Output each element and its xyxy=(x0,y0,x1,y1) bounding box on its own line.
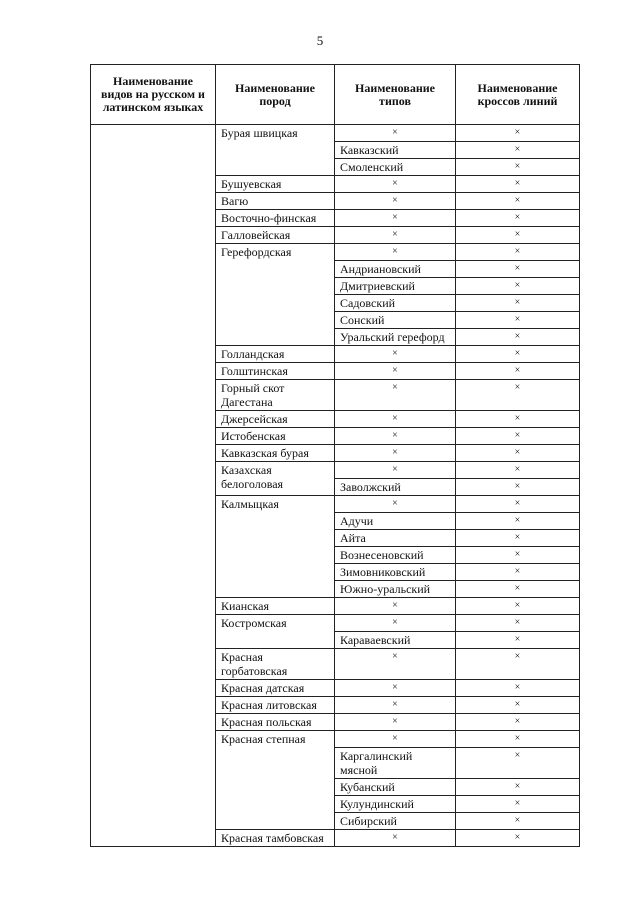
table-header-row xyxy=(91,65,580,125)
type-name-cell: Зимовниковский xyxy=(335,564,456,581)
breed-name-cell: Казахская белоголовая xyxy=(216,462,335,496)
type-cross-mark: × xyxy=(335,680,456,697)
type-cross-mark: × xyxy=(335,830,456,847)
breed-name-cell: Вагю xyxy=(216,193,335,210)
type-name-cell: Дмитриевский xyxy=(335,278,456,295)
cross-line-mark: × xyxy=(456,445,580,462)
cross-line-mark: × xyxy=(456,598,580,615)
type-cross-mark: × xyxy=(335,380,456,411)
type-cross-mark: × xyxy=(335,697,456,714)
cross-line-mark: × xyxy=(456,680,580,697)
type-name-cell: Кубанский xyxy=(335,779,456,796)
type-cross-mark: × xyxy=(335,227,456,244)
type-cross-mark: × xyxy=(335,193,456,210)
breed-name-cell: Красная литовская xyxy=(216,697,335,714)
table-body xyxy=(91,125,580,847)
cross-line-mark: × xyxy=(456,496,580,513)
breed-name-cell: Красная тамбовская xyxy=(216,830,335,847)
cross-line-mark: × xyxy=(456,261,580,278)
cross-line-mark: × xyxy=(456,779,580,796)
breed-name-cell: Джерсейская xyxy=(216,411,335,428)
type-cross-mark: × xyxy=(335,176,456,193)
breed-name-cell: Красная польская xyxy=(216,714,335,731)
type-name-cell: Заволжский xyxy=(335,479,456,496)
breed-name-cell: Голштинская xyxy=(216,363,335,380)
type-name-cell: Вознесеновский xyxy=(335,547,456,564)
cross-line-mark: × xyxy=(456,796,580,813)
type-cross-mark: × xyxy=(335,445,456,462)
cross-line-mark: × xyxy=(456,513,580,530)
cross-line-mark: × xyxy=(456,615,580,632)
breed-name-cell: Красная степная xyxy=(216,731,335,830)
cross-line-mark: × xyxy=(456,564,580,581)
cross-line-mark: × xyxy=(456,731,580,748)
table-row xyxy=(91,125,580,142)
cross-line-mark: × xyxy=(456,227,580,244)
cross-line-mark: × xyxy=(456,462,580,479)
breed-name-cell: Бушуевская xyxy=(216,176,335,193)
breed-name-cell: Красная датская xyxy=(216,680,335,697)
cross-line-mark: × xyxy=(456,632,580,649)
type-name-cell: Айта xyxy=(335,530,456,547)
cross-line-mark: × xyxy=(456,428,580,445)
breed-name-cell: Костромская xyxy=(216,615,335,649)
type-name-cell: Кавказский xyxy=(335,142,456,159)
cross-line-mark: × xyxy=(456,748,580,779)
cross-line-mark: × xyxy=(456,411,580,428)
cross-line-mark: × xyxy=(456,210,580,227)
type-name-cell: Смоленский xyxy=(335,159,456,176)
type-name-cell: Садовский xyxy=(335,295,456,312)
page-number: 5 xyxy=(316,33,324,48)
breed-name-cell: Горный скот Дагестана xyxy=(216,380,335,411)
breed-registry-table xyxy=(90,64,580,847)
type-name-cell: Адучи xyxy=(335,513,456,530)
type-cross-mark: × xyxy=(335,462,456,479)
type-cross-mark: × xyxy=(335,346,456,363)
cross-line-mark: × xyxy=(456,295,580,312)
species-cell xyxy=(91,125,216,847)
type-name-cell: Сонский xyxy=(335,312,456,329)
cross-line-mark: × xyxy=(456,142,580,159)
type-name-cell: Каравaевский xyxy=(335,632,456,649)
cross-line-mark: × xyxy=(456,329,580,346)
type-cross-mark: × xyxy=(335,714,456,731)
cross-line-mark: × xyxy=(456,380,580,411)
type-name-cell: Каргалинский мясной xyxy=(335,748,456,779)
breed-name-cell: Красная горбатовская xyxy=(216,649,335,680)
cross-line-mark: × xyxy=(456,697,580,714)
type-name-cell: Андриановский xyxy=(335,261,456,278)
breed-name-cell: Кавказская бурая xyxy=(216,445,335,462)
cross-line-mark: × xyxy=(456,581,580,598)
type-cross-mark: × xyxy=(335,363,456,380)
cross-line-mark: × xyxy=(456,479,580,496)
cross-line-mark: × xyxy=(456,714,580,731)
cross-line-mark: × xyxy=(456,649,580,680)
cross-line-mark: × xyxy=(456,159,580,176)
type-cross-mark: × xyxy=(335,411,456,428)
type-name-cell: Уральский герефорд xyxy=(335,329,456,346)
type-cross-mark: × xyxy=(335,598,456,615)
cross-line-mark: × xyxy=(456,278,580,295)
type-name-cell: Сибирский xyxy=(335,813,456,830)
type-cross-mark: × xyxy=(335,210,456,227)
cross-line-mark: × xyxy=(456,363,580,380)
type-cross-mark: × xyxy=(335,496,456,513)
breed-name-cell: Галловейская xyxy=(216,227,335,244)
type-name-cell: Южно-уральский xyxy=(335,581,456,598)
type-name-cell: Кулундинский xyxy=(335,796,456,813)
type-cross-mark: × xyxy=(335,428,456,445)
cross-line-mark: × xyxy=(456,125,580,142)
cross-line-mark: × xyxy=(456,312,580,329)
header-types: Наименование типов xyxy=(335,65,456,125)
cross-line-mark: × xyxy=(456,176,580,193)
header-species: Наименование видов на русском и латинском языках xyxy=(91,65,216,125)
type-cross-mark: × xyxy=(335,649,456,680)
cross-line-mark: × xyxy=(456,244,580,261)
breed-name-cell: Восточно-финская xyxy=(216,210,335,227)
breed-name-cell: Герефордская xyxy=(216,244,335,346)
cross-line-mark: × xyxy=(456,830,580,847)
cross-line-mark: × xyxy=(456,547,580,564)
cross-line-mark: × xyxy=(456,193,580,210)
header-crosses: Наименование кроссов линий xyxy=(456,65,580,125)
header-breeds: Наименование пород xyxy=(216,65,335,125)
breed-name-cell: Кианская xyxy=(216,598,335,615)
type-cross-mark: × xyxy=(335,244,456,261)
breed-name-cell: Голландская xyxy=(216,346,335,363)
type-cross-mark: × xyxy=(335,731,456,748)
type-cross-mark: × xyxy=(335,125,456,142)
type-cross-mark: × xyxy=(335,615,456,632)
cross-line-mark: × xyxy=(456,346,580,363)
breed-name-cell: Истобенская xyxy=(216,428,335,445)
breed-name-cell: Калмыцкая xyxy=(216,496,335,598)
cross-line-mark: × xyxy=(456,813,580,830)
cross-line-mark: × xyxy=(456,530,580,547)
breed-name-cell: Бурая швицкая xyxy=(216,125,335,176)
